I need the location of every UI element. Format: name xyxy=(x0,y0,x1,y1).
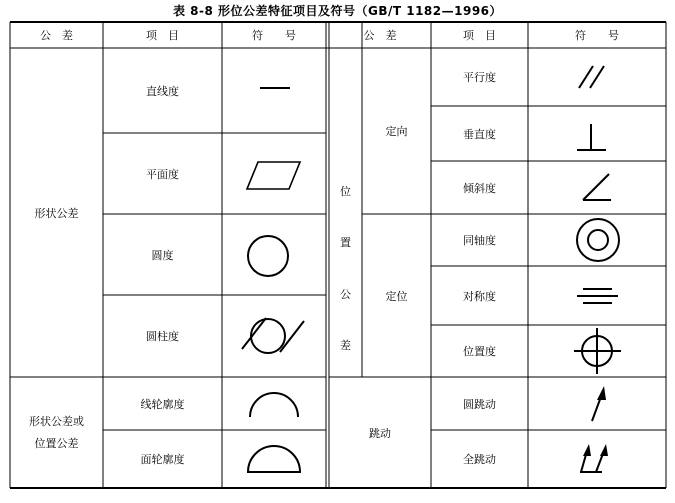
page-title: 表 8-8 形位公差特征项目及符号（GB/T 1182—1996） xyxy=(172,4,503,18)
line-profile-icon xyxy=(250,393,298,417)
item-flatness: 平面度 xyxy=(146,167,179,181)
item-circularity: 圆度 xyxy=(151,248,174,262)
item-circular-runout: 圆跳动 xyxy=(463,397,496,411)
subgroup-runout: 跳动 xyxy=(369,426,391,440)
total-runout-icon xyxy=(580,444,608,472)
group-position-char-4: 差 xyxy=(340,338,351,352)
subgroup-orientation: 定向 xyxy=(385,125,408,138)
header-symbol: 符 号 xyxy=(252,29,296,42)
item-angularity: 倾斜度 xyxy=(463,181,496,195)
circularity-icon xyxy=(248,236,288,276)
surface-profile-icon xyxy=(248,446,300,472)
item-position: 位置度 xyxy=(463,345,496,358)
perpendicularity-icon xyxy=(577,124,606,150)
item-line-profile: 线轮廓度 xyxy=(140,397,185,411)
group-position-char-1: 位 xyxy=(340,185,351,198)
item-total-runout: 全跳动 xyxy=(463,453,496,466)
subgroup-location: 定位 xyxy=(385,289,408,303)
group-form-or-position xyxy=(10,377,103,488)
concentricity-icon xyxy=(577,219,619,261)
group-form-or-position-line1: 形状公差或 xyxy=(29,414,84,428)
parallelism-icon xyxy=(579,66,604,88)
group-form-tolerance: 形状公差 xyxy=(34,206,79,220)
angularity-icon xyxy=(583,174,611,200)
header-tolerance: 公 差 xyxy=(40,29,73,42)
item-straightness: 直线度 xyxy=(146,84,179,98)
header-tolerance-right: 公 差 xyxy=(363,29,397,42)
item-perpendicularity: 垂直度 xyxy=(463,127,496,141)
group-position-char-2: 置 xyxy=(340,236,351,250)
group-position-tolerance xyxy=(329,183,362,353)
position-icon xyxy=(574,328,621,374)
item-parallelism: 平行度 xyxy=(463,71,496,84)
item-surface-profile: 面轮廓度 xyxy=(140,453,185,466)
item-concentricity: 同轴度 xyxy=(463,234,496,247)
item-cylindricity: 圆柱度 xyxy=(146,330,179,343)
group-form-or-position-line2: 位置公差 xyxy=(34,436,79,450)
group-position-char-3: 公 xyxy=(340,287,351,301)
circular-runout-icon xyxy=(592,386,606,421)
header-symbol-right: 符 号 xyxy=(575,29,619,42)
header-item-right: 项 目 xyxy=(463,29,496,42)
cylindricity-icon xyxy=(242,318,304,353)
flatness-icon xyxy=(247,162,300,189)
item-symmetry: 对称度 xyxy=(463,289,496,303)
symmetry-icon xyxy=(577,289,618,303)
header-item: 项 目 xyxy=(146,29,179,42)
